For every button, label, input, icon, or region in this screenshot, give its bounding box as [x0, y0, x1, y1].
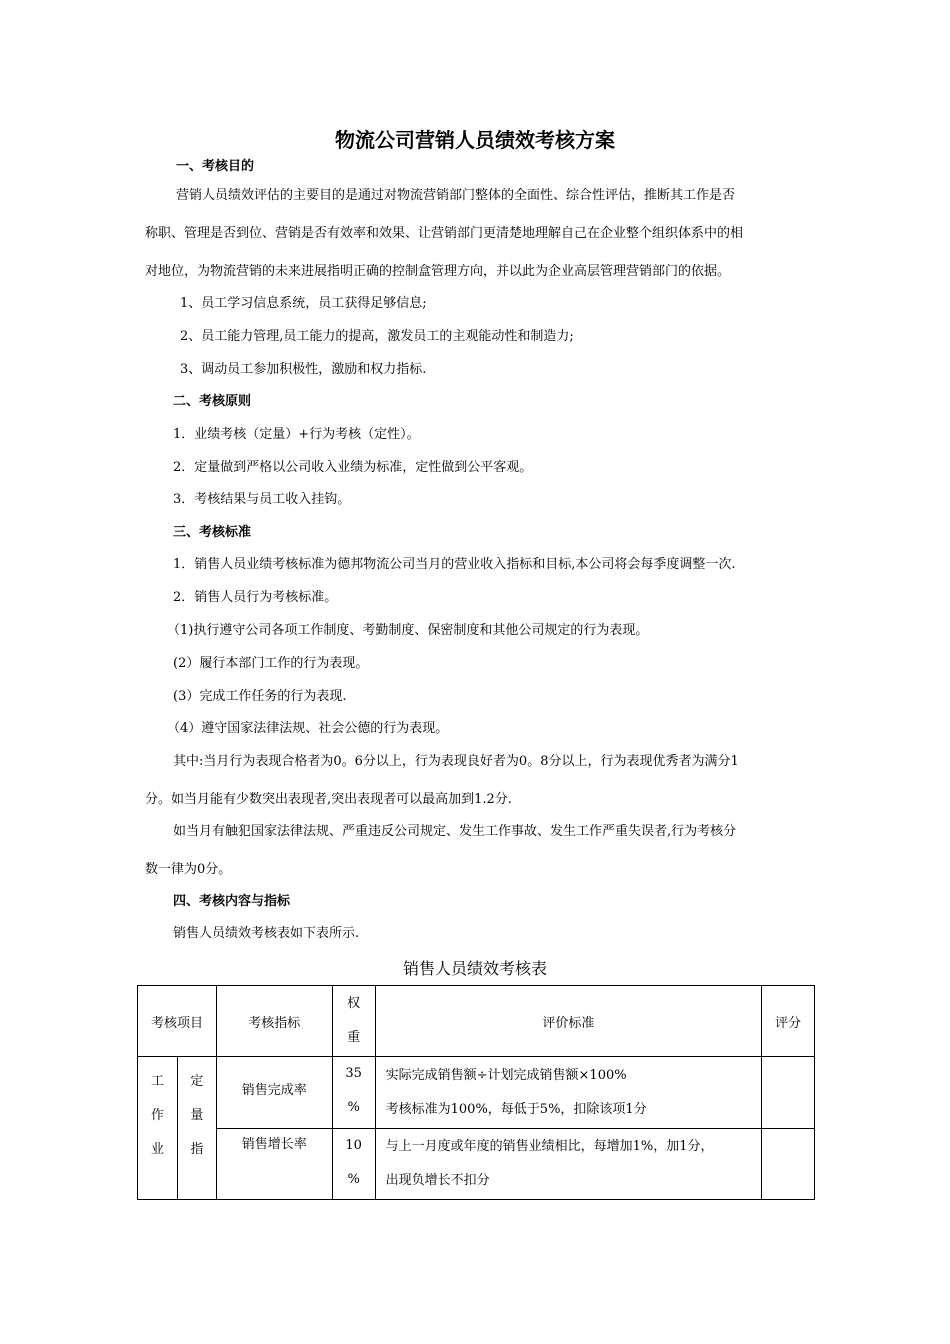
criteria-line: 与上一月度或年度的销售业绩相比，每增加1%，加1分， [385, 1139, 714, 1154]
subcategory-char: 定 [190, 1074, 204, 1089]
header-weight-char: 权 [347, 996, 361, 1011]
criteria-cell [375, 1129, 761, 1200]
list-item: 1．销售人员业绩考核标准为德邦物流公司当月的营业收入指标和目标,本公司将会每季度调整一次. [173, 557, 736, 572]
weight-cell [332, 1129, 375, 1200]
section-4-heading: 四、考核内容与指标 [173, 894, 291, 909]
paragraph-line: 营销人员绩效评估的主要目的是通过对物流营销部门整体的全面性、综合性评估，推断其工作是否 [176, 188, 736, 203]
subcategory-char: 指 [190, 1142, 204, 1157]
paragraph-line: 数一律为0分。 [145, 862, 232, 877]
score-cell [762, 1129, 815, 1200]
list-item: （4）遵守国家法律法规、社会公德的行为表现。 [167, 721, 449, 736]
section-3-heading: 三、考核标准 [173, 525, 252, 540]
list-item: 2．销售人员行为考核标准。 [173, 590, 338, 605]
category-cell [138, 1057, 178, 1200]
section-2-heading: 二、考核原则 [173, 394, 252, 409]
weight-cell [332, 1057, 375, 1129]
list-item: 3、调动员工参加积极性，激励和权力指标. [180, 362, 427, 377]
subcategory-char: 量 [190, 1108, 204, 1123]
paragraph-line: 称职、管理是否到位、营销是否有效率和效果、让营销部门更清楚地理解自己在企业整个组织体系中的相 [145, 226, 744, 241]
indicator-cell: 销售增长率 [216, 1129, 332, 1200]
score-cell [762, 1057, 815, 1129]
weight-value: 10 [345, 1138, 362, 1153]
header-weight-char: 重 [347, 1030, 361, 1045]
paragraph-line: 如当月有触犯国家法律法规、严重违反公司规定、发生工作事故、发生工作严重失误者,行为考核分 [173, 824, 737, 839]
table-row [138, 1129, 815, 1200]
list-item: 2、员工能力管理,员工能力的提高，激发员工的主观能动性和制造力; [180, 329, 574, 344]
indicator-cell: 销售完成率 [216, 1057, 332, 1129]
section-1-heading: 一、考核目的 [176, 159, 255, 174]
list-item: 1、员工学习信息系统，员工获得足够信息; [180, 296, 427, 311]
paragraph-line: 其中:当月行为表现合格者为0。6分以上，行为表现良好者为0。8分以上，行为表现优秀者为满分1 [173, 754, 739, 769]
header-weight [332, 986, 375, 1057]
table-row [138, 1057, 815, 1129]
header-score: 评分 [762, 986, 815, 1057]
criteria-line: 实际完成销售额÷计划完成销售额×100% [385, 1067, 627, 1083]
header-criteria: 评价标准 [375, 986, 761, 1057]
list-item: (3）完成工作任务的行为表现. [173, 689, 347, 704]
paragraph-line: 对地位，为物流营销的未来进展指明正确的控制盒管理方向，并以此为企业高层管理营销部门的依据。 [145, 264, 731, 279]
header-item: 考核项目 [138, 986, 217, 1057]
list-item: 2．定量做到严格以公司收入业绩为标准，定性做到公平客观。 [173, 460, 533, 475]
subcategory-cell [177, 1057, 216, 1200]
weight-unit: % [347, 1172, 360, 1187]
paragraph-line: 分。如当月能有少数突出表现者,突出表现者可以最高加到1.2分. [145, 792, 512, 807]
header-indicator: 考核指标 [216, 986, 332, 1057]
category-char: 作 [150, 1108, 164, 1123]
criteria-line: 出现负增长不扣分 [385, 1173, 490, 1188]
list-item: (2）履行本部门工作的行为表现。 [173, 656, 369, 671]
category-char: 工 [150, 1074, 164, 1089]
category-char: 业 [150, 1142, 164, 1157]
weight-unit: % [347, 1100, 360, 1115]
table-header-row [138, 986, 815, 1057]
list-item: （1)执行遵守公司各项工作制度、考勤制度、保密制度和其他公司规定的行为表现。 [167, 623, 649, 638]
list-item: 3．考核结果与员工收入挂钩。 [173, 492, 351, 507]
list-item: 1．业绩考核（定量）+行为考核（定性）。 [173, 427, 420, 442]
document-title: 物流公司营销人员绩效考核方案 [335, 128, 615, 152]
weight-value: 35 [345, 1066, 362, 1081]
paragraph-line: 销售人员绩效考核表如下表所示. [173, 926, 360, 941]
table-caption: 销售人员绩效考核表 [402, 959, 547, 978]
criteria-line: 考核标准为100%，每低于5%，扣除该项1分 [385, 1101, 647, 1117]
criteria-cell [375, 1057, 761, 1129]
performance-table [137, 985, 815, 1200]
